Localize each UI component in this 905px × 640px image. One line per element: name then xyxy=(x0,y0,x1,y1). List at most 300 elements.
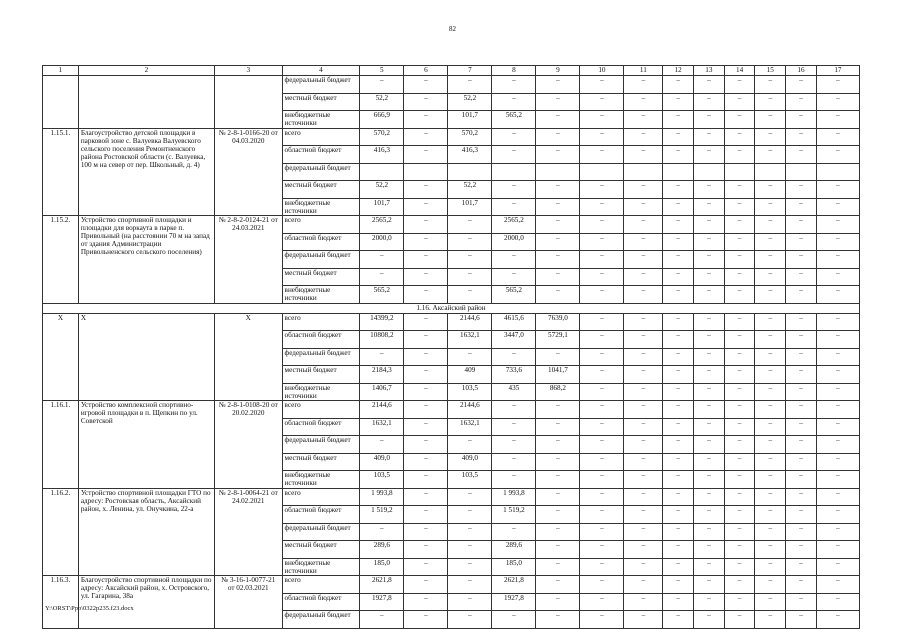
value-cell: 101,7 xyxy=(448,198,492,216)
value-cell: – xyxy=(580,111,624,129)
header-cell-8: 8 xyxy=(492,66,536,76)
table-row xyxy=(43,488,860,506)
value-cell: – xyxy=(663,348,694,366)
item-name: Благоустройство детской площадки в парковой зоне с. Валуевка Валуевского сельского поселения Ремонтненского района Ростовской области (с. Валуевка, 100 м на север от пер. Школьный, д. 4) xyxy=(78,128,214,216)
value-cell: – xyxy=(580,541,624,559)
value-cell: – xyxy=(816,348,859,366)
value-cell: – xyxy=(536,348,580,366)
value-cell: – xyxy=(724,436,755,454)
value-cell: – xyxy=(624,471,663,489)
table-row xyxy=(43,401,860,419)
value-cell: – xyxy=(694,268,725,286)
value-cell: – xyxy=(580,558,624,576)
value-cell: – xyxy=(580,383,624,401)
value-cell: – xyxy=(580,146,624,164)
table-row xyxy=(43,313,860,331)
value-cell: – xyxy=(360,523,404,541)
value-cell: – xyxy=(536,401,580,419)
value-cell: – xyxy=(724,111,755,129)
value-cell: – xyxy=(663,523,694,541)
value-cell: – xyxy=(816,558,859,576)
value-cell: – xyxy=(663,488,694,506)
value-cell xyxy=(360,163,404,181)
value-cell: – xyxy=(786,418,817,436)
value-cell: – xyxy=(580,523,624,541)
value-cell: – xyxy=(755,268,786,286)
value-cell: – xyxy=(624,453,663,471)
indicator-label: внебюджетные источники xyxy=(282,471,360,489)
value-cell: 4615,6 xyxy=(492,313,536,331)
value-cell: – xyxy=(663,128,694,146)
indicator-label: областной бюджет xyxy=(282,593,360,611)
value-cell: – xyxy=(786,348,817,366)
value-cell: – xyxy=(580,348,624,366)
value-cell: – xyxy=(694,76,725,94)
value-cell: – xyxy=(404,76,448,94)
value-cell: 1632,1 xyxy=(448,418,492,436)
value-cell: 10808,2 xyxy=(360,331,404,349)
value-cell: – xyxy=(663,198,694,216)
value-cell: – xyxy=(580,593,624,611)
value-cell: – xyxy=(786,251,817,269)
value-cell: – xyxy=(360,76,404,94)
value-cell: – xyxy=(755,331,786,349)
value-cell: – xyxy=(360,251,404,269)
value-cell: – xyxy=(536,251,580,269)
item-code: 1.16.2. xyxy=(43,488,79,576)
item-code: 1.16.1. xyxy=(43,401,79,489)
value-cell: – xyxy=(816,488,859,506)
value-cell: – xyxy=(816,471,859,489)
value-cell: – xyxy=(816,331,859,349)
value-cell: – xyxy=(786,576,817,594)
value-cell: 868,2 xyxy=(536,383,580,401)
value-cell: – xyxy=(404,488,448,506)
value-cell: – xyxy=(816,268,859,286)
value-cell: – xyxy=(816,383,859,401)
value-cell: – xyxy=(536,523,580,541)
value-cell: – xyxy=(694,558,725,576)
value-cell: – xyxy=(624,506,663,524)
value-cell: 185,0 xyxy=(360,558,404,576)
value-cell: – xyxy=(624,418,663,436)
value-cell: – xyxy=(624,348,663,366)
header-cell-15: 15 xyxy=(755,66,786,76)
value-cell: – xyxy=(448,268,492,286)
indicator-label: местный бюджет xyxy=(282,181,360,199)
value-cell: – xyxy=(816,181,859,199)
item-code xyxy=(43,76,79,129)
header-cell-10: 10 xyxy=(580,66,624,76)
value-cell: – xyxy=(694,418,725,436)
value-cell: 3447,0 xyxy=(492,331,536,349)
value-cell: – xyxy=(786,268,817,286)
value-cell: – xyxy=(536,593,580,611)
value-cell xyxy=(536,163,580,181)
value-cell: 52,2 xyxy=(448,93,492,111)
value-cell: – xyxy=(360,611,404,629)
value-cell: – xyxy=(448,558,492,576)
value-cell: – xyxy=(624,383,663,401)
value-cell: 733,6 xyxy=(492,366,536,384)
value-cell: – xyxy=(724,471,755,489)
value-cell xyxy=(404,163,448,181)
value-cell: – xyxy=(536,418,580,436)
value-cell: 416,3 xyxy=(448,146,492,164)
value-cell: 1632,1 xyxy=(448,331,492,349)
value-cell: 1927,8 xyxy=(360,593,404,611)
indicator-label: местный бюджет xyxy=(282,268,360,286)
value-cell: – xyxy=(663,146,694,164)
value-cell: – xyxy=(624,251,663,269)
value-cell: – xyxy=(755,506,786,524)
value-cell: – xyxy=(816,611,859,629)
value-cell: – xyxy=(492,401,536,419)
value-cell: – xyxy=(755,576,786,594)
value-cell: – xyxy=(786,558,817,576)
value-cell: – xyxy=(360,268,404,286)
value-cell: – xyxy=(536,76,580,94)
indicator-label: областной бюджет xyxy=(282,233,360,251)
value-cell: – xyxy=(663,268,694,286)
value-cell: – xyxy=(580,313,624,331)
value-cell: 7639,0 xyxy=(536,313,580,331)
value-cell: – xyxy=(404,146,448,164)
value-cell: – xyxy=(786,128,817,146)
value-cell: 103,5 xyxy=(360,471,404,489)
value-cell: – xyxy=(786,111,817,129)
item-document: № 2-8-1-0064-21 от 24.02.2021 xyxy=(214,488,282,576)
value-cell: – xyxy=(694,611,725,629)
indicator-label: всего xyxy=(282,313,360,331)
value-cell: – xyxy=(663,383,694,401)
value-cell: – xyxy=(663,313,694,331)
value-cell: – xyxy=(786,313,817,331)
indicator-label: федеральный бюджет xyxy=(282,436,360,454)
value-cell: – xyxy=(694,436,725,454)
value-cell: – xyxy=(786,383,817,401)
value-cell: – xyxy=(580,198,624,216)
value-cell xyxy=(492,163,536,181)
header-cell-2: 2 xyxy=(78,66,214,76)
value-cell: – xyxy=(724,216,755,234)
value-cell: – xyxy=(536,471,580,489)
indicator-label: всего xyxy=(282,401,360,419)
value-cell: – xyxy=(755,523,786,541)
value-cell: – xyxy=(404,453,448,471)
section-title-row xyxy=(43,303,860,313)
value-cell: – xyxy=(755,348,786,366)
value-cell: – xyxy=(580,286,624,304)
header-cell-13: 13 xyxy=(694,66,725,76)
value-cell: – xyxy=(492,471,536,489)
value-cell: – xyxy=(724,348,755,366)
value-cell: – xyxy=(816,128,859,146)
value-cell: 1632,1 xyxy=(360,418,404,436)
value-cell: – xyxy=(755,111,786,129)
value-cell: – xyxy=(816,233,859,251)
value-cell: 570,2 xyxy=(360,128,404,146)
value-cell: – xyxy=(624,488,663,506)
value-cell: – xyxy=(724,383,755,401)
value-cell: 1927,8 xyxy=(492,593,536,611)
value-cell: – xyxy=(663,506,694,524)
value-cell: – xyxy=(580,181,624,199)
value-cell: – xyxy=(755,181,786,199)
value-cell: – xyxy=(663,593,694,611)
indicator-label: федеральный бюджет xyxy=(282,348,360,366)
value-cell: – xyxy=(536,286,580,304)
value-cell: – xyxy=(694,128,725,146)
value-cell: – xyxy=(404,198,448,216)
header-cell-14: 14 xyxy=(724,66,755,76)
value-cell: – xyxy=(580,471,624,489)
page-number: 82 xyxy=(449,25,456,33)
value-cell: – xyxy=(755,233,786,251)
header-cell-17: 17 xyxy=(816,66,859,76)
value-cell: – xyxy=(663,76,694,94)
value-cell: – xyxy=(663,611,694,629)
value-cell: – xyxy=(786,286,817,304)
indicator-label: всего xyxy=(282,576,360,594)
value-cell xyxy=(786,163,817,181)
value-cell: – xyxy=(536,576,580,594)
value-cell: 409 xyxy=(448,366,492,384)
value-cell: – xyxy=(724,611,755,629)
value-cell: – xyxy=(755,436,786,454)
value-cell: – xyxy=(448,76,492,94)
value-cell: – xyxy=(624,93,663,111)
value-cell: – xyxy=(786,506,817,524)
value-cell: – xyxy=(404,251,448,269)
value-cell: 52,2 xyxy=(448,181,492,199)
value-cell: – xyxy=(492,128,536,146)
table-row xyxy=(43,576,860,594)
indicator-label: местный бюджет xyxy=(282,366,360,384)
value-cell: 14399,2 xyxy=(360,313,404,331)
indicator-label: местный бюджет xyxy=(282,541,360,559)
indicator-label: местный бюджет xyxy=(282,93,360,111)
value-cell: – xyxy=(536,488,580,506)
value-cell: – xyxy=(536,541,580,559)
value-cell: – xyxy=(624,76,663,94)
value-cell: – xyxy=(724,506,755,524)
value-cell: – xyxy=(755,366,786,384)
value-cell: – xyxy=(663,93,694,111)
indicator-label: областной бюджет xyxy=(282,331,360,349)
value-cell: – xyxy=(492,76,536,94)
value-cell: – xyxy=(624,286,663,304)
indicator-label: федеральный бюджет xyxy=(282,76,360,94)
value-cell: 2565,2 xyxy=(360,216,404,234)
value-cell: – xyxy=(816,593,859,611)
value-cell: – xyxy=(536,198,580,216)
value-cell: – xyxy=(404,268,448,286)
header-cell-5: 5 xyxy=(360,66,404,76)
value-cell: – xyxy=(404,383,448,401)
table-row xyxy=(43,216,860,234)
value-cell: – xyxy=(816,76,859,94)
value-cell: – xyxy=(624,366,663,384)
value-cell: – xyxy=(624,233,663,251)
item-code: 1.16.3. xyxy=(43,576,79,629)
value-cell: 409,0 xyxy=(448,453,492,471)
value-cell: – xyxy=(724,93,755,111)
value-cell: – xyxy=(694,146,725,164)
value-cell: 565,2 xyxy=(492,111,536,129)
value-cell: – xyxy=(755,216,786,234)
value-cell: – xyxy=(694,366,725,384)
value-cell: – xyxy=(492,453,536,471)
value-cell: – xyxy=(786,593,817,611)
value-cell: – xyxy=(624,576,663,594)
value-cell: – xyxy=(724,286,755,304)
value-cell: – xyxy=(492,268,536,286)
value-cell: – xyxy=(816,251,859,269)
value-cell: – xyxy=(663,401,694,419)
value-cell xyxy=(816,163,859,181)
indicator-label: федеральный бюджет xyxy=(282,611,360,629)
value-cell: – xyxy=(816,286,859,304)
value-cell: – xyxy=(404,286,448,304)
value-cell xyxy=(755,163,786,181)
value-cell: – xyxy=(724,453,755,471)
value-cell: – xyxy=(492,181,536,199)
value-cell: – xyxy=(624,593,663,611)
value-cell: – xyxy=(624,216,663,234)
value-cell: 1 519,2 xyxy=(360,506,404,524)
value-cell: – xyxy=(755,541,786,559)
value-cell: – xyxy=(580,506,624,524)
value-cell: – xyxy=(448,576,492,594)
value-cell: – xyxy=(816,366,859,384)
value-cell: – xyxy=(492,93,536,111)
value-cell: – xyxy=(724,233,755,251)
value-cell: 101,7 xyxy=(360,198,404,216)
value-cell: – xyxy=(624,268,663,286)
value-cell: 565,2 xyxy=(492,286,536,304)
value-cell: – xyxy=(724,198,755,216)
value-cell: – xyxy=(580,401,624,419)
value-cell: – xyxy=(724,488,755,506)
value-cell: – xyxy=(786,76,817,94)
value-cell: – xyxy=(755,488,786,506)
value-cell: – xyxy=(786,541,817,559)
value-cell: – xyxy=(724,128,755,146)
value-cell: – xyxy=(404,558,448,576)
value-cell: – xyxy=(663,418,694,436)
item-document: X xyxy=(214,313,282,401)
value-cell: 2144,6 xyxy=(448,313,492,331)
value-cell: – xyxy=(724,523,755,541)
value-cell: – xyxy=(786,233,817,251)
value-cell: – xyxy=(694,251,725,269)
value-cell: – xyxy=(492,418,536,436)
value-cell: – xyxy=(786,93,817,111)
value-cell: – xyxy=(580,268,624,286)
value-cell: – xyxy=(580,576,624,594)
value-cell: 570,2 xyxy=(448,128,492,146)
value-cell: – xyxy=(663,111,694,129)
value-cell: – xyxy=(694,111,725,129)
header-cell-12: 12 xyxy=(663,66,694,76)
item-name: Устройство спортивной площадки ГТО по адресу: Ростовская область, Аксайский район, х. Ленина, ул. Онучкина, 22-а xyxy=(78,488,214,576)
value-cell: – xyxy=(580,366,624,384)
indicator-label: внебюджетные источники xyxy=(282,558,360,576)
item-document: № 3-16-1-0077-21 от 02.03.2021 xyxy=(214,576,282,629)
header-cell-11: 11 xyxy=(624,66,663,76)
value-cell: – xyxy=(624,611,663,629)
value-cell: – xyxy=(404,576,448,594)
value-cell: 2144,6 xyxy=(360,401,404,419)
value-cell: 2000,0 xyxy=(492,233,536,251)
value-cell: – xyxy=(536,233,580,251)
value-cell: – xyxy=(536,436,580,454)
value-cell: – xyxy=(624,111,663,129)
footer-file-path: Y:\ORST\Ppo\0322p235.f23.docx xyxy=(45,605,134,612)
value-cell: – xyxy=(492,611,536,629)
value-cell: – xyxy=(624,146,663,164)
header-cell-6: 6 xyxy=(404,66,448,76)
value-cell: – xyxy=(694,233,725,251)
value-cell: – xyxy=(786,331,817,349)
value-cell: – xyxy=(404,541,448,559)
value-cell: 565,2 xyxy=(360,286,404,304)
value-cell: – xyxy=(624,198,663,216)
indicator-label: областной бюджет xyxy=(282,418,360,436)
value-cell: – xyxy=(694,348,725,366)
value-cell: – xyxy=(360,348,404,366)
value-cell: – xyxy=(404,111,448,129)
value-cell: 435 xyxy=(492,383,536,401)
value-cell: 2184,3 xyxy=(360,366,404,384)
indicator-label: внебюджетные источники xyxy=(282,383,360,401)
item-code: X xyxy=(43,313,79,401)
value-cell: – xyxy=(663,541,694,559)
indicator-label: федеральный бюджет xyxy=(282,163,360,181)
value-cell: – xyxy=(694,471,725,489)
value-cell: – xyxy=(663,366,694,384)
value-cell: – xyxy=(724,401,755,419)
value-cell: 2621,8 xyxy=(492,576,536,594)
item-document: № 2-8-1-0108-20 от 20.02.2020 xyxy=(214,401,282,489)
value-cell: – xyxy=(448,593,492,611)
value-cell: – xyxy=(724,146,755,164)
value-cell: – xyxy=(694,401,725,419)
value-cell: – xyxy=(404,366,448,384)
indicator-label: всего xyxy=(282,216,360,234)
value-cell: – xyxy=(580,251,624,269)
value-cell: – xyxy=(404,216,448,234)
header-cell-3: 3 xyxy=(214,66,282,76)
value-cell: – xyxy=(786,488,817,506)
value-cell: 289,6 xyxy=(492,541,536,559)
header-cell-1: 1 xyxy=(43,66,79,76)
value-cell: – xyxy=(448,436,492,454)
value-cell: 1 519,2 xyxy=(492,506,536,524)
value-cell: – xyxy=(694,331,725,349)
value-cell: 2621,8 xyxy=(360,576,404,594)
value-cell: – xyxy=(404,93,448,111)
value-cell: – xyxy=(624,128,663,146)
value-cell: – xyxy=(694,181,725,199)
value-cell: – xyxy=(663,331,694,349)
table-row xyxy=(43,128,860,146)
item-code: 1.15.1. xyxy=(43,128,79,216)
value-cell: – xyxy=(624,541,663,559)
value-cell: – xyxy=(694,576,725,594)
value-cell: – xyxy=(404,331,448,349)
